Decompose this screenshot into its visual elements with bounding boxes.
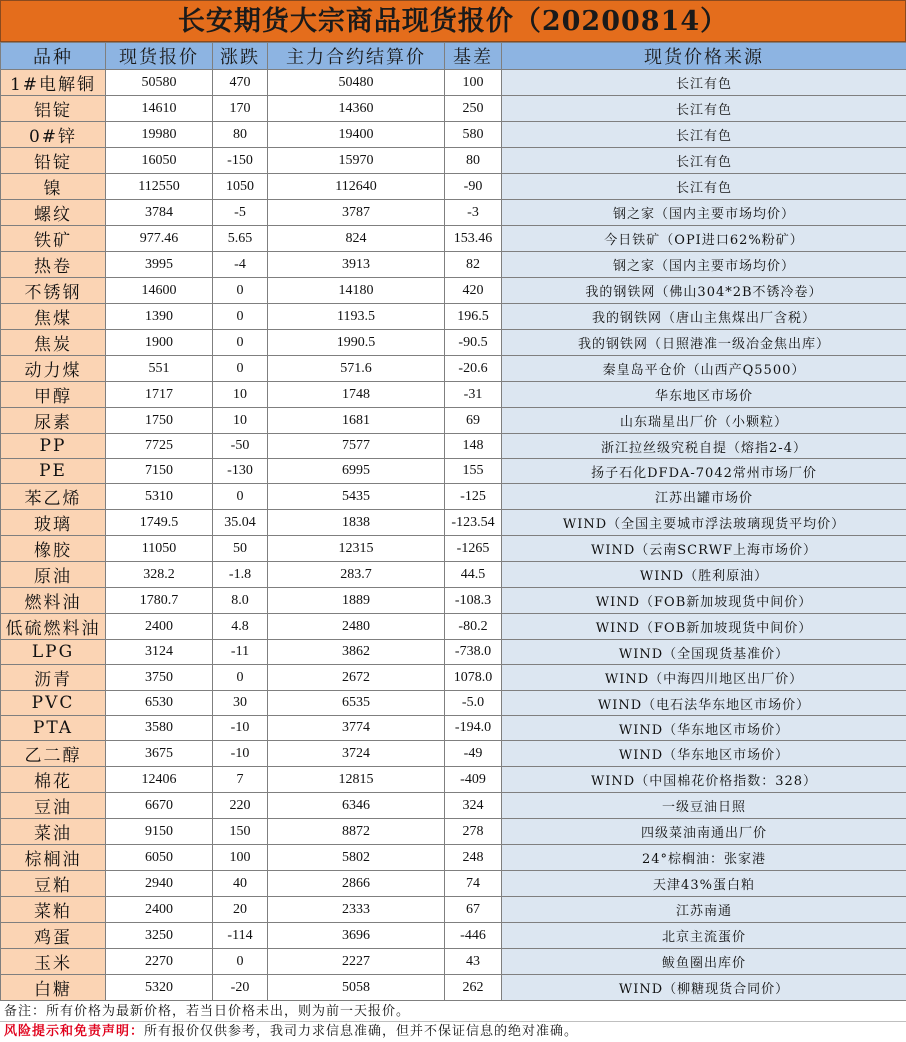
cell-variety: 尿素: [1, 408, 106, 434]
cell-change: -10: [213, 741, 268, 767]
cell-change: 0: [213, 356, 268, 382]
cell-change: -114: [213, 923, 268, 949]
cell-basis: 82: [445, 252, 502, 278]
cell-price-source: 一级豆油日照: [502, 793, 906, 819]
cell-price-source: WIND（电石法华东地区市场价）: [502, 691, 906, 716]
cell-basis: 44.5: [445, 562, 502, 588]
cell-spot-price: 7725: [106, 434, 213, 459]
cell-variety: 甲醇: [1, 382, 106, 408]
header-variety: 品种: [1, 43, 106, 70]
cell-settle-price: 824: [268, 226, 445, 252]
cell-variety: 玉米: [1, 949, 106, 975]
cell-spot-price: 112550: [106, 174, 213, 200]
risk-label: 风险提示和免责声明：: [4, 1024, 144, 1039]
cell-variety: 豆油: [1, 793, 106, 819]
cell-price-source: 长江有色: [502, 96, 906, 122]
cell-basis: -5.0: [445, 691, 502, 716]
cell-change: 0: [213, 278, 268, 304]
cell-price-source: 我的钢铁网（日照港准一级冶金焦出库）: [502, 330, 906, 356]
cell-change: 10: [213, 408, 268, 434]
cell-spot-price: 3750: [106, 665, 213, 691]
header-row: [1, 43, 906, 70]
cell-basis: 69: [445, 408, 502, 434]
cell-variety: 焦煤: [1, 304, 106, 330]
table-row: [1, 716, 906, 741]
cell-basis: -194.0: [445, 716, 502, 741]
cell-price-source: WIND（华东地区市场价）: [502, 741, 906, 767]
cell-settle-price: 2480: [268, 614, 445, 640]
cell-variety: 橡胶: [1, 536, 106, 562]
cell-price-source: WIND（中国棉花价格指数：328）: [502, 767, 906, 793]
cell-basis: 324: [445, 793, 502, 819]
cell-variety: 沥青: [1, 665, 106, 691]
cell-change: -130: [213, 459, 268, 484]
cell-variety: 燃料油: [1, 588, 106, 614]
cell-basis: -738.0: [445, 640, 502, 665]
cell-settle-price: 1748: [268, 382, 445, 408]
table-row: [1, 304, 906, 330]
header-main-contract-settle: 主力合约结算价: [268, 43, 445, 70]
cell-variety: 鸡蛋: [1, 923, 106, 949]
table-row: [1, 484, 906, 510]
cell-basis: -125: [445, 484, 502, 510]
cell-settle-price: 8872: [268, 819, 445, 845]
table-row: [1, 691, 906, 716]
cell-variety: 动力煤: [1, 356, 106, 382]
cell-settle-price: 12815: [268, 767, 445, 793]
cell-settle-price: 7577: [268, 434, 445, 459]
cell-price-source: 24°棕榈油：张家港: [502, 845, 906, 871]
cell-settle-price: 1990.5: [268, 330, 445, 356]
cell-price-source: 长江有色: [502, 148, 906, 174]
cell-basis: 262: [445, 975, 502, 1001]
cell-price-source: 鲅鱼圈出库价: [502, 949, 906, 975]
cell-spot-price: 5320: [106, 975, 213, 1001]
cell-spot-price: 3784: [106, 200, 213, 226]
cell-change: 0: [213, 484, 268, 510]
cell-change: 5.65: [213, 226, 268, 252]
cell-change: -50: [213, 434, 268, 459]
cell-spot-price: 1900: [106, 330, 213, 356]
cell-spot-price: 1749.5: [106, 510, 213, 536]
cell-settle-price: 6346: [268, 793, 445, 819]
table-row: [1, 200, 906, 226]
cell-price-source: WIND（全国现货基准价）: [502, 640, 906, 665]
cell-price-source: 浙江拉丝级究税自提（熔指2-4）: [502, 434, 906, 459]
cell-change: -150: [213, 148, 268, 174]
cell-basis: 67: [445, 897, 502, 923]
table-row: [1, 148, 906, 174]
cell-variety: 0#锌: [1, 122, 106, 148]
cell-settle-price: 1889: [268, 588, 445, 614]
cell-price-source: 长江有色: [502, 174, 906, 200]
cell-change: -4: [213, 252, 268, 278]
table-row: [1, 356, 906, 382]
cell-basis: 250: [445, 96, 502, 122]
cell-change: -20: [213, 975, 268, 1001]
cell-spot-price: 5310: [106, 484, 213, 510]
cell-spot-price: 3124: [106, 640, 213, 665]
cell-price-source: 江苏出罐市场价: [502, 484, 906, 510]
cell-settle-price: 15970: [268, 148, 445, 174]
cell-basis: -20.6: [445, 356, 502, 382]
table-row: [1, 408, 906, 434]
cell-settle-price: 50480: [268, 70, 445, 96]
cell-variety: PVC: [1, 691, 106, 716]
header-spot-price: 现货报价: [106, 43, 213, 70]
cell-price-source: 我的钢铁网（佛山304*2B不锈冷卷）: [502, 278, 906, 304]
cell-settle-price: 6535: [268, 691, 445, 716]
table-row: [1, 741, 906, 767]
cell-variety: LPG: [1, 640, 106, 665]
cell-price-source: 今日铁矿（OPI进口62%粉矿）: [502, 226, 906, 252]
table-row: [1, 819, 906, 845]
table-row: [1, 434, 906, 459]
cell-settle-price: 3913: [268, 252, 445, 278]
cell-spot-price: 2400: [106, 614, 213, 640]
cell-variety: 不锈钢: [1, 278, 106, 304]
cell-variety: 铅锭: [1, 148, 106, 174]
cell-variety: PP: [1, 434, 106, 459]
cell-change: 100: [213, 845, 268, 871]
cell-variety: 低硫燃料油: [1, 614, 106, 640]
cell-spot-price: 7150: [106, 459, 213, 484]
cell-change: -1.8: [213, 562, 268, 588]
cell-spot-price: 3250: [106, 923, 213, 949]
cell-price-source: 四级菜油南通出厂价: [502, 819, 906, 845]
cell-price-source: WIND（全国主要城市浮法玻璃现货平均价）: [502, 510, 906, 536]
cell-price-source: WIND（胜利原油）: [502, 562, 906, 588]
cell-basis: -3: [445, 200, 502, 226]
cell-variety: 热卷: [1, 252, 106, 278]
cell-variety: 菜油: [1, 819, 106, 845]
cell-spot-price: 3580: [106, 716, 213, 741]
cell-spot-price: 6050: [106, 845, 213, 871]
cell-price-source: 长江有色: [502, 70, 906, 96]
table-row: [1, 459, 906, 484]
cell-settle-price: 3696: [268, 923, 445, 949]
cell-change: 40: [213, 871, 268, 897]
cell-basis: 148: [445, 434, 502, 459]
cell-settle-price: 5058: [268, 975, 445, 1001]
cell-basis: 43: [445, 949, 502, 975]
cell-spot-price: 12406: [106, 767, 213, 793]
table-row: [1, 174, 906, 200]
cell-price-source: 钢之家（国内主要市场均价）: [502, 252, 906, 278]
cell-price-source: 天津43%蛋白粕: [502, 871, 906, 897]
table-row: [1, 382, 906, 408]
cell-settle-price: 19400: [268, 122, 445, 148]
cell-spot-price: 3995: [106, 252, 213, 278]
cell-change: 170: [213, 96, 268, 122]
cell-basis: 80: [445, 148, 502, 174]
cell-variety: 铝锭: [1, 96, 106, 122]
cell-price-source: WIND（柳糖现货合同价）: [502, 975, 906, 1001]
cell-spot-price: 9150: [106, 819, 213, 845]
risk-disclaimer: [0, 1022, 906, 1042]
cell-basis: 153.46: [445, 226, 502, 252]
cell-spot-price: 1750: [106, 408, 213, 434]
cell-change: 470: [213, 70, 268, 96]
cell-settle-price: 571.6: [268, 356, 445, 382]
cell-basis: -49: [445, 741, 502, 767]
cell-basis: -446: [445, 923, 502, 949]
risk-text: 所有报价仅供参考，我司力求信息准确，但并不保证信息的绝对准确。: [144, 1024, 578, 1039]
cell-settle-price: 12315: [268, 536, 445, 562]
cell-spot-price: 6530: [106, 691, 213, 716]
cell-settle-price: 3862: [268, 640, 445, 665]
cell-change: 35.04: [213, 510, 268, 536]
cell-spot-price: 1717: [106, 382, 213, 408]
cell-basis: -108.3: [445, 588, 502, 614]
cell-variety: 镍: [1, 174, 106, 200]
cell-price-source: 长江有色: [502, 122, 906, 148]
cell-variety: PE: [1, 459, 106, 484]
sheet-title: 长安期货大宗商品现货报价（20200814）: [0, 0, 906, 42]
cell-settle-price: 1681: [268, 408, 445, 434]
cell-price-source: 山东瑞星出厂价（小颗粒）: [502, 408, 906, 434]
table-row: [1, 793, 906, 819]
cell-price-source: 北京主流蛋价: [502, 923, 906, 949]
cell-basis: 100: [445, 70, 502, 96]
cell-settle-price: 2333: [268, 897, 445, 923]
cell-basis: -123.54: [445, 510, 502, 536]
cell-spot-price: 14610: [106, 96, 213, 122]
table-row: [1, 536, 906, 562]
cell-settle-price: 3774: [268, 716, 445, 741]
table-row: [1, 70, 906, 96]
cell-basis: 248: [445, 845, 502, 871]
cell-change: 80: [213, 122, 268, 148]
cell-settle-price: 1838: [268, 510, 445, 536]
cell-change: 20: [213, 897, 268, 923]
table-row: [1, 588, 906, 614]
header-price-source: 现货价格来源: [502, 43, 906, 70]
table-row: [1, 96, 906, 122]
table-row: [1, 767, 906, 793]
cell-change: 0: [213, 949, 268, 975]
cell-variety: 乙二醇: [1, 741, 106, 767]
cell-change: 7: [213, 767, 268, 793]
table-row: [1, 871, 906, 897]
cell-price-source: WIND（华东地区市场价）: [502, 716, 906, 741]
cell-price-source: 扬子石化DFDA-7042常州市场厂价: [502, 459, 906, 484]
cell-variety: 棉花: [1, 767, 106, 793]
cell-variety: PTA: [1, 716, 106, 741]
cell-basis: 155: [445, 459, 502, 484]
note-text: 备注：所有价格为最新价格，若当日价格未出，则为前一天报价。: [0, 1001, 906, 1022]
table-row: [1, 562, 906, 588]
cell-variety: 原油: [1, 562, 106, 588]
cell-basis: -90: [445, 174, 502, 200]
cell-change: 0: [213, 304, 268, 330]
cell-variety: 白糖: [1, 975, 106, 1001]
table-row: [1, 278, 906, 304]
cell-change: -5: [213, 200, 268, 226]
cell-change: 0: [213, 330, 268, 356]
cell-change: -11: [213, 640, 268, 665]
table-row: [1, 330, 906, 356]
cell-change: 8.0: [213, 588, 268, 614]
cell-spot-price: 16050: [106, 148, 213, 174]
cell-spot-price: 1390: [106, 304, 213, 330]
cell-spot-price: 11050: [106, 536, 213, 562]
cell-spot-price: 50580: [106, 70, 213, 96]
cell-spot-price: 328.2: [106, 562, 213, 588]
cell-settle-price: 5802: [268, 845, 445, 871]
cell-spot-price: 1780.7: [106, 588, 213, 614]
cell-basis: -90.5: [445, 330, 502, 356]
table-row: [1, 252, 906, 278]
cell-spot-price: 14600: [106, 278, 213, 304]
table-row: [1, 510, 906, 536]
header-change: 涨跌: [213, 43, 268, 70]
cell-basis: 196.5: [445, 304, 502, 330]
cell-price-source: 秦皇岛平仓价（山西产Q5500）: [502, 356, 906, 382]
cell-basis: -409: [445, 767, 502, 793]
cell-settle-price: 112640: [268, 174, 445, 200]
cell-basis: 420: [445, 278, 502, 304]
cell-basis: -31: [445, 382, 502, 408]
cell-variety: 螺纹: [1, 200, 106, 226]
cell-change: 10: [213, 382, 268, 408]
header-basis: 基差: [445, 43, 502, 70]
cell-spot-price: 977.46: [106, 226, 213, 252]
cell-basis: 74: [445, 871, 502, 897]
cell-spot-price: 19980: [106, 122, 213, 148]
table-row: [1, 897, 906, 923]
cell-settle-price: 14180: [268, 278, 445, 304]
cell-change: 1050: [213, 174, 268, 200]
table-row: [1, 640, 906, 665]
cell-price-source: 钢之家（国内主要市场均价）: [502, 200, 906, 226]
cell-settle-price: 3787: [268, 200, 445, 226]
cell-basis: 580: [445, 122, 502, 148]
cell-price-source: 江苏南通: [502, 897, 906, 923]
cell-variety: 豆粕: [1, 871, 106, 897]
table-row: [1, 614, 906, 640]
cell-price-source: WIND（中海四川地区出厂价）: [502, 665, 906, 691]
table-row: [1, 923, 906, 949]
cell-spot-price: 6670: [106, 793, 213, 819]
cell-variety: 铁矿: [1, 226, 106, 252]
cell-settle-price: 1193.5: [268, 304, 445, 330]
cell-change: -10: [213, 716, 268, 741]
cell-settle-price: 5435: [268, 484, 445, 510]
table-row: [1, 975, 906, 1001]
cell-change: 30: [213, 691, 268, 716]
cell-spot-price: 2400: [106, 897, 213, 923]
cell-price-source: WIND（FOB新加坡现货中间价）: [502, 588, 906, 614]
cell-variety: 棕榈油: [1, 845, 106, 871]
cell-spot-price: 551: [106, 356, 213, 382]
cell-spot-price: 2270: [106, 949, 213, 975]
cell-change: 150: [213, 819, 268, 845]
cell-price-source: 我的钢铁网（唐山主焦煤出厂含税）: [502, 304, 906, 330]
cell-variety: 1#电解铜: [1, 70, 106, 96]
cell-settle-price: 2866: [268, 871, 445, 897]
cell-variety: 玻璃: [1, 510, 106, 536]
cell-variety: 焦炭: [1, 330, 106, 356]
cell-variety: 苯乙烯: [1, 484, 106, 510]
cell-change: 50: [213, 536, 268, 562]
table-row: [1, 845, 906, 871]
price-table: [0, 42, 906, 1001]
cell-variety: 菜粕: [1, 897, 106, 923]
cell-price-source: 华东地区市场价: [502, 382, 906, 408]
cell-basis: 1078.0: [445, 665, 502, 691]
table-row: [1, 226, 906, 252]
table-row: [1, 122, 906, 148]
cell-price-source: WIND（FOB新加坡现货中间价）: [502, 614, 906, 640]
table-row: [1, 949, 906, 975]
cell-settle-price: 3724: [268, 741, 445, 767]
cell-basis: -1265: [445, 536, 502, 562]
cell-spot-price: 3675: [106, 741, 213, 767]
cell-change: 4.8: [213, 614, 268, 640]
cell-settle-price: 283.7: [268, 562, 445, 588]
cell-basis: 278: [445, 819, 502, 845]
cell-spot-price: 2940: [106, 871, 213, 897]
cell-price-source: WIND（云南SCRWF上海市场价）: [502, 536, 906, 562]
cell-change: 0: [213, 665, 268, 691]
cell-settle-price: 14360: [268, 96, 445, 122]
cell-settle-price: 2227: [268, 949, 445, 975]
table-row: [1, 665, 906, 691]
table-body: [1, 70, 906, 1001]
cell-change: 220: [213, 793, 268, 819]
cell-settle-price: 2672: [268, 665, 445, 691]
cell-basis: -80.2: [445, 614, 502, 640]
cell-settle-price: 6995: [268, 459, 445, 484]
